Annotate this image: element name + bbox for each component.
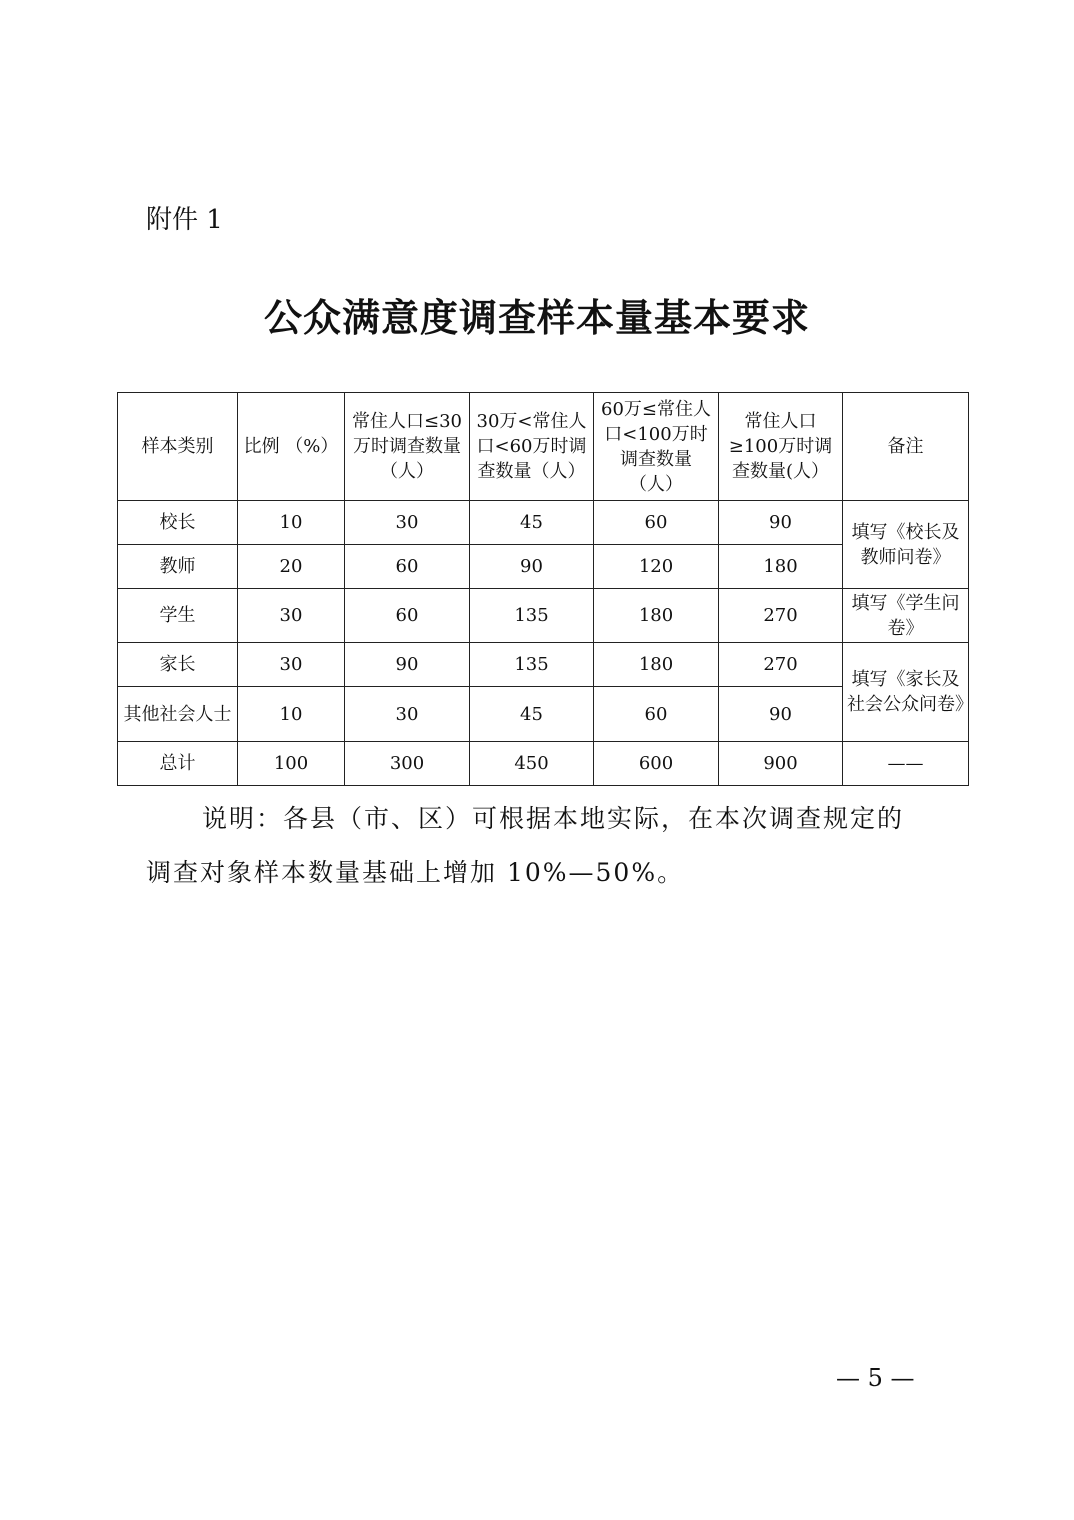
count-cell: 90 [470,545,594,589]
count-cell: 270 [719,589,843,643]
table-row [118,545,969,589]
table-header-row [118,393,969,501]
sample-size-table [117,392,973,786]
count-cell: 30 [345,687,470,742]
table-total-row [118,742,969,786]
count-cell: 90 [719,687,843,742]
category-cell: 学生 [118,589,238,643]
header-cell: 样本类别 [118,393,238,501]
count-cell: 30 [345,501,470,545]
page-number: — 5 — [836,1364,915,1392]
note-line-1: 说明：各县（市、区）可根据本地实际，在本次调查规定的 [202,804,905,833]
ratio-cell: 20 [238,545,345,589]
count-cell: 600 [594,742,719,786]
category-cell: 其他社会人士 [118,687,238,742]
explanation-note [146,792,946,900]
count-cell: 120 [594,545,719,589]
remark-cell: 填写《学生问卷》 [843,589,969,643]
ratio-cell: 10 [238,501,345,545]
table-row [118,501,969,545]
ratio-cell: 100 [238,742,345,786]
header-cell: 60万≤常住人口<100万时调查数量（人） [594,393,719,501]
count-cell: 90 [345,643,470,687]
category-cell: 教师 [118,545,238,589]
count-cell: 60 [345,545,470,589]
attachment-label: 附件 1 [146,205,223,235]
header-cell: 比例 （%） [238,393,345,501]
count-cell: 135 [470,643,594,687]
document-title: 公众满意度调查样本量基本要求 [263,295,810,340]
count-cell: 90 [719,501,843,545]
count-cell: 300 [345,742,470,786]
count-cell: 900 [719,742,843,786]
remark-cell: —— [843,742,969,786]
remark-cell: 填写《家长及社会公众问卷》 [843,643,969,742]
table-row [118,643,969,687]
category-cell: 总计 [118,742,238,786]
header-cell: 备注 [843,393,969,501]
count-cell: 180 [719,545,843,589]
count-cell: 45 [470,501,594,545]
ratio-cell: 30 [238,589,345,643]
count-cell: 60 [594,687,719,742]
header-cell: 30万<常住人口<60万时调查数量（人） [470,393,594,501]
table-row [118,687,969,742]
count-cell: 270 [719,643,843,687]
category-cell: 校长 [118,501,238,545]
category-cell: 家长 [118,643,238,687]
note-line-2: 调查对象样本数量基础上增加 10%—50%。 [146,858,685,887]
ratio-cell: 10 [238,687,345,742]
header-cell: 常住人口≤30万时调查数量（人） [345,393,470,501]
ratio-cell: 30 [238,643,345,687]
remark-cell: 填写《校长及教师问卷》 [843,501,969,589]
count-cell: 450 [470,742,594,786]
count-cell: 60 [345,589,470,643]
count-cell: 60 [594,501,719,545]
table-row [118,589,969,643]
count-cell: 135 [470,589,594,643]
header-cell: 常住人口≥100万时调查数量(人） [719,393,843,501]
count-cell: 45 [470,687,594,742]
count-cell: 180 [594,589,719,643]
count-cell: 180 [594,643,719,687]
